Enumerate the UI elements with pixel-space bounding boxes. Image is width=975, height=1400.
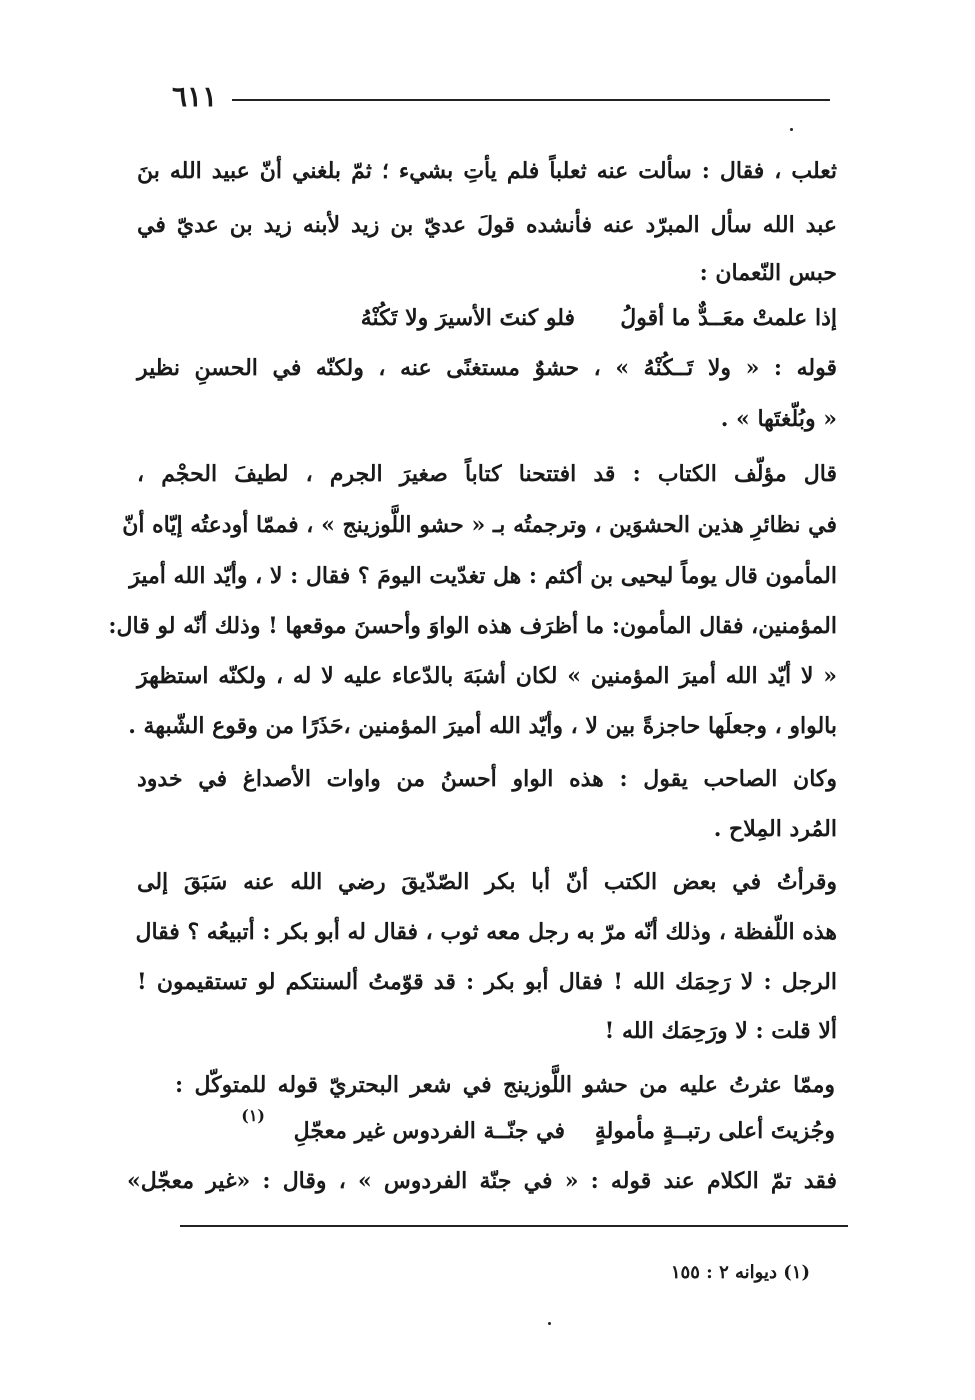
text-line-7: في نظائرِ هذين الحشوَين ، وترجمتُه بـ « حشو اللَّوزينج » ، فممّا أودعتُه إيّاه أنّ (122, 512, 837, 538)
ink-dot (790, 128, 793, 131)
text-line-8: المأمون قال يوماً ليحيى بن أكثم : هل تغدّيت اليومَ ؟ فقال : لا ، وأيّد الله أميرَ (129, 563, 837, 589)
text-line-16: الرجل : لا رَحِمَك الله ! فقال أبو بكر : قد قوّمتُ ألسنتكم لو تستقيمون ! (137, 969, 837, 995)
text-line-13: المُرد المِلاح . (713, 816, 837, 842)
text-line-14: وقرأتُ في بعض الكتب أنّ أبا بكر الصّدّيقَ رضي الله عنه سَبَقَ إلى (137, 869, 837, 895)
text-line-5: « وبُلّغتَها » . (720, 406, 837, 432)
text-line-2: عبد الله سأل المبرّد عنه فأنشده قولَ عديّ بن زيد لأبنه زيد بن عديّ في (137, 212, 837, 238)
text-line-3: حبس النّعمان : (699, 260, 837, 286)
verse-1-hemistich-left: فلو كنتَ الأسيرَ ولا تَكُنْهُ (360, 305, 575, 331)
text-line-18: وممّا عثرتُ عليه من حشو اللَّوزينج في شعر البحتريّ قوله للمتوكّل : (175, 1072, 835, 1098)
text-line-15: هذه اللّفظة ، وذلك أنّه مرّ به رجل معه ثوب ، فقال له أبو بكر : أتبيعُه ؟ فقال (135, 919, 837, 945)
verse-2-hemistich-left-text: في جنّــة الفردوس غير معجّلِ (293, 1118, 565, 1144)
text-line-19: فقد تمّ الكلام عند قوله : « في جنّة الفردوس » ، وقال : «غير معجّل» (127, 1168, 837, 1194)
text-line-11: بالواو ، وجعلَها حاجزةً بين لا ، وأيّد الله أميرَ المؤمنين ،حَذَرًا من وقوع الشّبهة . (128, 713, 837, 739)
footnote-marker: (١) (241, 1106, 265, 1125)
footnote-rule (180, 1225, 848, 1227)
verse-2-hemistich-right: وجُزيتَ أعلى رتبــةٍ مأمولةٍ (594, 1118, 835, 1144)
text-line-6: قال مؤلّف الكتاب : قد افتتحنا كتاباً صغيرَ الجرم ، لطيفَ الحجْم ، (137, 461, 837, 487)
page-number: ٦١١ (172, 80, 218, 113)
text-line-17: ألا قلت : لا ورَحِمَك الله ! (604, 1018, 837, 1044)
text-line-1: ثعلب ، فقال : سألت عنه ثعلباً فلم يأتِ بشيء ؛ ثمّ بلغني أنّ عبيد الله بنَ (137, 158, 837, 184)
header-rule (232, 99, 830, 101)
verse-1-hemistich-right: إذا علمتْ معَــدٌّ ما أقولُ (620, 305, 837, 331)
verse-2-hemistich-left (294, 1120, 565, 1142)
ink-dot (548, 1322, 551, 1325)
text-line-10: « لا أيّد الله أميرَ المؤمنين » لكان أشبَهَ بالدّعاء عليه لا له ، ولكنّه استظهرَ (137, 663, 837, 689)
footnote: (١) ديوانه ٢ : ١٥٥ (670, 1262, 810, 1283)
text-line-4: قوله : « ولا تَــكُنْهُ » ، حشوٌ مستغنًى عنه ، ولكنّه في الحسنِ نظير (137, 355, 837, 381)
text-line-9: المؤمنين، فقال المأمون: ما أظرَف هذه الواوَ وأحسنَ موقعها ! وذلك أنّه لو قال: (108, 613, 837, 639)
text-line-12: وكان الصاحب يقول : هذه الواو أحسنُ من واوات الأصداغ في خدود (137, 766, 837, 792)
